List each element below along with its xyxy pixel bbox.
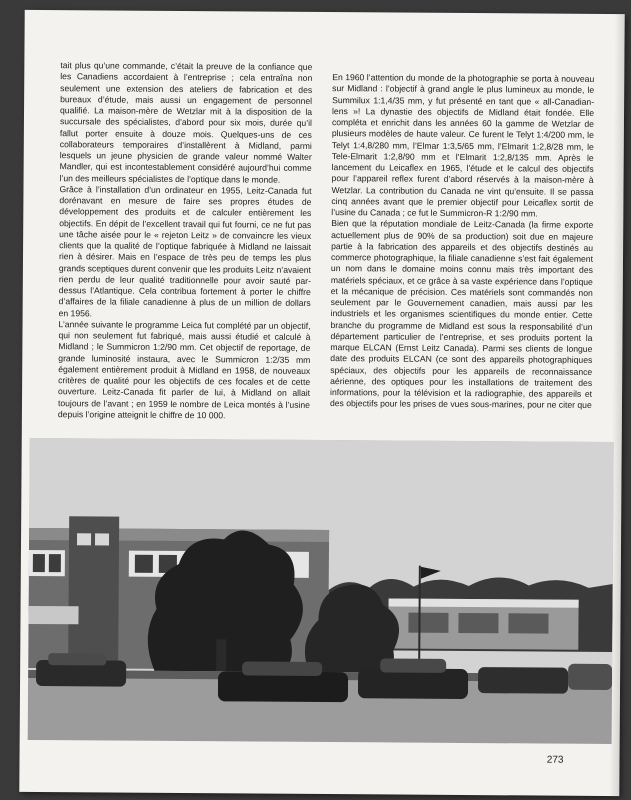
book-page [19, 10, 624, 796]
paragraph: L’année suivante le programme Leica fut complété par un objectif, qui non seulement fut fabriqué, mais aussi étudié et calculé à Midland ; le Summicron 1:2/90 mm. Cet objectif de reportage, de grande luminosité instaura, avec le Summicron 1:2/35 mm également entièrement produit à Midland en 1958, de nouveaux critères de qualité pour les objectifs de ces focales et de cette ouverture. Leitz-Canada fit parler de lui, à Midland on allait toujours de l’avant ; en 1959 le nombre de Leica montés à l’usine depuis l’origine atteignit le chiffre de 10 000. [57, 318, 311, 421]
right-text-column [330, 72, 594, 411]
factory-photograph [28, 438, 614, 744]
left-text-column [58, 60, 313, 422]
paragraph: Bien que la réputation mondiale de Leitz-Canada (la firme exporte actuellement plus de 90% de sa production) soit due en majeure partie à la fabrication des appareils et des objectifs destinés au commerce photographique, la filiale canadienne s’est fait également un nom dans le domaine moins connu mais très important des matériels spéciaux, et ce grâce à sa vaste expérience dans l’optique et la mécanique de précision. Ces matériels sont commandés non seulement par le Gouvernement canadien, mais aussi par les industriels et les organismes scientifiques du monde entier. Cette branche du programme de Midland est sous la responsabilité d’un département particulier de l’entreprise, et ses produits portent la marque ELCAN (Ernst Leitz Canada). Parmi ses clients de longue date des produits ELCAN (ce sont des appareils photographiques spéciaux, des objectifs pour les appareils de reconnaissance aérienne, des optiques pour les installations de traitement des informations, pour la télévision et la radiographie, des appareils et des objectifs pour les prises de vues sous-marines, pour ne citer que [329, 218, 594, 411]
paragraph: En 1960 l’attention du monde de la photographie se porta à nouveau sur Midland : l’objectif à grand angle le plus lumineux au monde, le Summilux 1:1,4/35 mm, y fut présenté en tant que « all-Canadian-lens »! La dynastie des objectifs de Midland était fondée. Elle compléta et enrichit dans les années 60 la gamme de Wetzlar de plusieurs modèles de haute valeur. Ce furent le Telyt 1:4/200 mm, le Telyt 1:4,8/280 mm, l’Elmar 1:3,5/65 mm, l’Elmarit 1:2,8/28 mm, le Tele-Elmarit 1:2,8/90 mm et l’Elmarit 1:2,8/135 mm. Après le lancement du Leicaflex en 1965, l’étude et le calcul des objectifs pour l’appareil reflex furent d’abord réservés à la maison-mère à Wetzlar. La contribution du Canada ne vint qu’ensuite. Il se passa cinq années avant que le premier objectif pour Leicaflex sortit de l’usine du Canada ; ce fut le Summicron-R 1:2/90 mm. [331, 72, 595, 219]
page-number: 273 [546, 754, 564, 766]
paragraph: tait plus qu’une commande, c’était la preuve de la confiance que les Canadiens accordaient à l’entreprise ; cela entraîna non seulement une extension des ateliers de fabrication et des bureaux d’étude, mais aussi un engagement de personnel qualifié. La maison-mère de Wetzlar mit à la disposition de la succursale des spécialistes, d’abord pour six mois, durée qu’il fallut porter ensuite à douze mois. Quelques-uns de ces collaborateurs temporaires d’installèrent à Midland, parmi lesquels un jeune physicien de grande valeur nommé Walter Mandler, qui est incontestablement considéré aujourd’hui comme l’un des meilleurs spécialistes de l’optique dans le monde. [59, 60, 313, 185]
paragraph: Grâce à l’installation d’un ordinateur en 1955, Leitz-Canada fut dorénavant en mesure de faire ses propres études de développement des produits et de calculer entièrement les objectifs. En dépit de l’excellent travail qui fut fourni, ce ne fut pas une tâche aisée pour le « rejeton Leitz » de convaincre les vieux clients que la qualité de l’optique fabriquée à Midland ne laissait rien à désirer. Mais en l’espace de très peu de temps les plus grands sceptiques durent convenir que les produits Leitz n’avaient rien perdu de leur qualité traditionnelle pour avoir sauté par-dessus l’Atlantique. Cela contribua fortement à porter le chiffre d’affaires de la filiale canadienne à plus de un million de dollars en 1956. [58, 183, 312, 318]
